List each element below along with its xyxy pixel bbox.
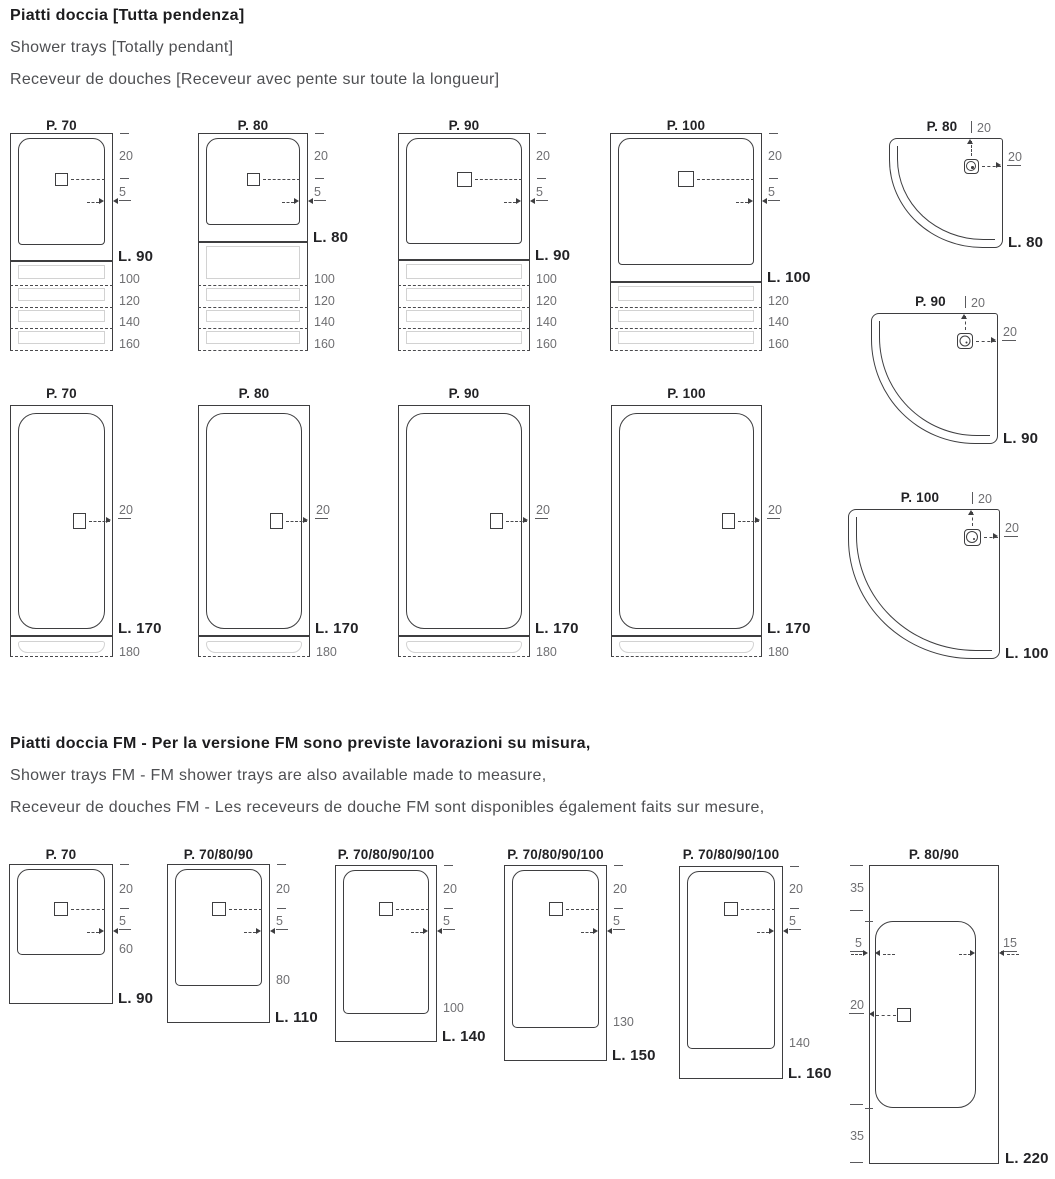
arrow-tail (504, 202, 516, 203)
extension-cut-line (10, 350, 113, 351)
drain-circle (966, 531, 978, 543)
drain-icon (212, 902, 226, 916)
dim-tick (536, 200, 548, 201)
dim-label: 5 (276, 913, 283, 928)
extension-surface (18, 331, 105, 344)
dim-tick (119, 929, 131, 930)
dim-label: 140 (789, 1035, 810, 1050)
drain-offset-line (263, 179, 301, 180)
dim-label: 20 (316, 502, 330, 517)
arrow-icon (762, 198, 767, 204)
extension-label: 160 (536, 336, 557, 351)
extension-label: 180 (119, 644, 140, 659)
arrow-icon (748, 198, 753, 204)
length-label: L. 100 (767, 268, 811, 286)
arrow-tail (851, 954, 862, 955)
extension-surface (206, 331, 300, 344)
dim-tick (789, 929, 801, 930)
dim-tick (315, 178, 324, 179)
extension-cut-line (398, 307, 530, 308)
tray-title: P. 70 (46, 386, 77, 402)
dim-tick (277, 908, 286, 909)
arrow-tail (411, 932, 423, 933)
drain-offset-line (229, 909, 263, 910)
arrow-icon (607, 928, 612, 934)
length-label: L. 110 (275, 1008, 318, 1026)
extension-surface (618, 331, 754, 344)
dim-tick (314, 200, 326, 201)
extension-cut-line (610, 350, 762, 351)
arrow-icon (437, 928, 442, 934)
arrow-icon (863, 950, 868, 956)
arrow-icon (530, 198, 535, 204)
drain-icon (549, 902, 563, 916)
section2-title-fr: Receveur de douches FM - Les receveurs de douche FM sont disponibles également faits sur mesure, (10, 799, 765, 816)
drain-icon (964, 529, 981, 546)
drain-offset-line (71, 909, 105, 910)
dim-label: 20 (977, 120, 991, 135)
tray-title: P. 70 (45, 847, 77, 863)
dim-label: 20 (536, 148, 550, 163)
drain-icon (54, 902, 68, 916)
extension-cut-line (610, 328, 762, 329)
extension-surface (618, 286, 754, 301)
extension-label: 140 (119, 314, 140, 329)
length-label: L. 90 (118, 247, 154, 265)
dim-label: 5 (855, 935, 862, 950)
dim-label: 100 (443, 1000, 464, 1015)
length-label: L. 150 (612, 1046, 656, 1064)
extension-surface (619, 641, 754, 653)
arrow-icon (113, 198, 118, 204)
dim-tick (790, 866, 799, 867)
arrow-tail (757, 932, 769, 933)
drain-circle (966, 161, 976, 171)
drain-icon (55, 173, 68, 186)
arrow-tail (581, 932, 593, 933)
extension-label: 140 (768, 314, 789, 329)
length-label: L. 170 (767, 619, 811, 637)
length-label: L. 170 (118, 619, 162, 637)
drain-dot (971, 166, 974, 169)
length-label: L. 80 (313, 228, 349, 246)
drain-icon (964, 159, 979, 174)
extension-cut-line (198, 307, 308, 308)
arrow-icon (968, 510, 974, 515)
length-label: L. 90 (118, 989, 154, 1007)
extension-cut-line (398, 328, 530, 329)
dim-label: 20 (314, 148, 328, 163)
extension-surface (18, 288, 105, 301)
drain-icon (897, 1008, 911, 1022)
dim-tick (535, 518, 548, 519)
dim-tick (769, 178, 778, 179)
drain-icon (379, 902, 393, 916)
dim-label: 20 (1005, 520, 1019, 535)
dim-tick (120, 178, 129, 179)
extension-label: 120 (119, 293, 140, 308)
dim-tick (315, 133, 324, 134)
arrow-icon (423, 928, 428, 934)
tray-surface (18, 138, 105, 245)
arrow-icon (999, 950, 1004, 956)
dim-tick (790, 908, 799, 909)
dim-label: 20 (119, 148, 133, 163)
extension-label: 120 (314, 293, 335, 308)
drain-offset-line (876, 1015, 896, 1016)
drain-offset-line (71, 179, 105, 180)
dim-tick (850, 1104, 863, 1105)
tray-title: P. 70/80/90 (183, 847, 254, 863)
dim-label: 5 (768, 184, 775, 199)
dim-tick (120, 864, 129, 865)
drain-circle (960, 336, 971, 347)
drain-icon (678, 171, 694, 187)
extension-cut-line (198, 350, 308, 351)
dim-label: 20 (978, 491, 992, 506)
dim-tick (537, 178, 546, 179)
extension-label: 160 (314, 336, 335, 351)
dim-label: 20 (1003, 324, 1017, 339)
tray-title: P. 70/80/90/100 (507, 847, 604, 863)
extension-label: 100 (536, 271, 557, 286)
arrow-tail (736, 202, 748, 203)
drain-icon (457, 172, 472, 187)
dim-tick (1007, 165, 1021, 166)
dim-label: 20 (850, 997, 864, 1012)
extension-surface (206, 288, 300, 301)
length-label: L. 170 (535, 619, 579, 637)
tray-title: P. 70/80/90/100 (337, 847, 435, 863)
extension-cut-line (398, 285, 530, 286)
dim-tick (849, 1013, 864, 1014)
drain-icon (490, 513, 503, 529)
length-label: L. 220 (1005, 1149, 1049, 1167)
dim-label: 20 (536, 502, 550, 517)
extension-cut-line (610, 307, 762, 308)
arrow-icon (99, 198, 104, 204)
extension-surface (18, 265, 105, 279)
tray-surface (175, 869, 262, 986)
drain-icon (73, 513, 86, 529)
dim-tick (850, 910, 863, 911)
dim-label: 20 (119, 502, 133, 517)
drain-offset-line (697, 179, 754, 180)
arrow-icon (106, 517, 111, 523)
tray-rim (897, 146, 995, 240)
dim-tick (769, 133, 778, 134)
arrow-tail (1007, 954, 1019, 955)
tray-title: P. 80 (237, 118, 269, 134)
dim-tick (120, 908, 129, 909)
arrow-icon (308, 198, 313, 204)
tray-title: P. 100 (900, 490, 940, 506)
dim-label: 20 (768, 502, 782, 517)
drain-icon (270, 513, 283, 529)
drain-offset-line (566, 909, 600, 910)
section1-title-en: Shower trays [Totally pendant] (10, 39, 234, 56)
extension-surface (406, 641, 522, 653)
dim-tick (537, 133, 546, 134)
arrow-icon (993, 533, 998, 539)
arrow-icon (294, 198, 299, 204)
extension-label: 120 (768, 293, 789, 308)
dim-tick (768, 200, 780, 201)
extension-surface (206, 246, 300, 279)
drain-offset-line (396, 909, 429, 910)
length-label: L. 170 (315, 619, 359, 637)
arrow-tail (282, 202, 294, 203)
extension-cut-line (198, 285, 308, 286)
arrow-icon (303, 517, 308, 523)
dim-tick (315, 518, 328, 519)
dim-label: 20 (276, 881, 290, 896)
extension-surface (18, 310, 105, 322)
arrow-icon (516, 198, 521, 204)
drain-icon (957, 333, 973, 349)
tray-title: P. 90 (448, 386, 480, 402)
tray-surface (687, 871, 775, 1049)
length-label: L. 90 (535, 246, 571, 264)
extension-surface (206, 310, 300, 322)
length-label: L. 160 (788, 1064, 832, 1082)
arrow-icon (755, 517, 760, 523)
dim-tick (444, 865, 453, 866)
arrow-icon (99, 928, 104, 934)
arrow-icon (270, 928, 275, 934)
dim-tick (767, 518, 780, 519)
tray-title: P. 80 (238, 386, 270, 402)
dim-label: 20 (443, 881, 457, 896)
section2-title-en: Shower trays FM - FM shower trays are also available made to measure, (10, 767, 547, 784)
extension-surface (406, 288, 522, 301)
tray-surface (618, 138, 754, 265)
dim-label: 60 (119, 941, 133, 956)
length-label: L. 100 (1005, 644, 1049, 662)
arrow-icon (970, 950, 975, 956)
drain-icon (724, 902, 738, 916)
dim-tick (865, 921, 873, 922)
extension-label: 180 (536, 644, 557, 659)
dim-tick (120, 133, 129, 134)
arrow-tail (244, 932, 256, 933)
extension-label: 120 (536, 293, 557, 308)
dim-label: 80 (276, 972, 290, 987)
tray-rim (879, 321, 990, 436)
dim-label: 20 (1008, 149, 1022, 164)
extension-cut-line (198, 328, 308, 329)
extension-surface (406, 264, 522, 279)
tray-title: P. 90 (915, 294, 946, 310)
dim-label: 35 (850, 880, 864, 895)
length-label: L. 90 (1003, 429, 1039, 447)
dim-label: 5 (119, 913, 126, 928)
arrow-icon (769, 928, 774, 934)
arrow-tail (883, 954, 895, 955)
extension-surface (206, 641, 302, 653)
extension-surface (618, 310, 754, 322)
drain-offset-line (475, 179, 523, 180)
arrow-icon (875, 950, 880, 956)
dim-tick (119, 200, 131, 201)
extension-cut-line (10, 328, 113, 329)
extension-label: 140 (314, 314, 335, 329)
dim-label: 35 (850, 1128, 864, 1143)
arrow-icon (991, 337, 996, 343)
dim-label: 130 (613, 1014, 634, 1029)
drain-offset-line (741, 909, 775, 910)
extension-cut-line (10, 307, 113, 308)
tray-title: P. 100 (666, 118, 706, 134)
dim-tick (614, 908, 623, 909)
tray-surface (343, 870, 429, 1014)
arrow-icon (967, 139, 973, 144)
arrow-icon (783, 928, 788, 934)
dim-tick (850, 951, 864, 952)
dim-label: 5 (613, 913, 620, 928)
extension-label: 100 (314, 271, 335, 286)
drain-icon (247, 173, 260, 186)
extension-cut-line (10, 285, 113, 286)
tray-title: P. 80/90 (908, 847, 960, 863)
dim-tick (276, 929, 288, 930)
dim-tick (972, 492, 973, 504)
dim-tick (865, 1108, 873, 1109)
dim-label: 5 (119, 184, 126, 199)
dim-tick (443, 929, 455, 930)
tray-title: P. 100 (667, 386, 706, 402)
tray-title: P. 80 (926, 119, 958, 135)
drain-icon (722, 513, 735, 529)
tray-title: P. 70/80/90/100 (682, 847, 780, 863)
tray-surface (512, 870, 599, 1028)
dim-label: 5 (536, 184, 543, 199)
dim-tick (971, 121, 972, 133)
extension-label: 160 (119, 336, 140, 351)
dim-label: 5 (443, 913, 450, 928)
dim-tick (613, 929, 625, 930)
section1-title-it: Piatti doccia [Tutta pendenza] (10, 7, 245, 24)
arrow-icon (523, 517, 528, 523)
dim-tick (850, 1162, 863, 1163)
dim-label: 20 (613, 881, 627, 896)
section2-title-it: Piatti doccia FM - Per la versione FM sono previste lavorazioni su misura, (10, 735, 591, 752)
extension-label: 180 (316, 644, 337, 659)
dim-label: 20 (768, 148, 782, 163)
extension-label: 100 (119, 271, 140, 286)
arrow-icon (869, 1011, 874, 1017)
tray-surface (406, 138, 522, 244)
dim-label: 15 (1003, 935, 1017, 950)
dim-label: 5 (789, 913, 796, 928)
drain-dot (965, 341, 968, 344)
arrow-icon (996, 162, 1001, 168)
arrow-icon (256, 928, 261, 934)
dim-label: 20 (119, 881, 133, 896)
tray-title: P. 90 (448, 118, 480, 134)
arrow-tail (87, 932, 99, 933)
extension-label: 160 (768, 336, 789, 351)
dim-tick (444, 908, 453, 909)
dim-tick (118, 518, 131, 519)
drain-dot (973, 538, 976, 541)
extension-surface (406, 310, 522, 322)
dim-tick (614, 865, 623, 866)
arrow-tail (87, 202, 99, 203)
length-label: L. 80 (1008, 233, 1044, 251)
dim-label: 5 (314, 184, 321, 199)
length-label: L. 140 (442, 1027, 486, 1045)
section1-title-fr: Receveur de douches [Receveur avec pente sur toute la longueur] (10, 71, 500, 88)
extension-cut-line (398, 350, 530, 351)
dim-tick (1004, 536, 1018, 537)
arrow-icon (593, 928, 598, 934)
dim-tick (965, 296, 966, 308)
arrow-icon (113, 928, 118, 934)
dim-tick (850, 865, 863, 866)
dim-tick (277, 864, 286, 865)
dim-tick (1002, 340, 1016, 341)
extension-surface (18, 641, 105, 653)
extension-label: 140 (536, 314, 557, 329)
extension-surface (406, 331, 522, 344)
dim-label: 20 (789, 881, 803, 896)
extension-label: 180 (768, 644, 789, 659)
arrow-icon (961, 314, 967, 319)
tray-title: P. 70 (46, 118, 77, 134)
dim-label: 20 (971, 295, 985, 310)
